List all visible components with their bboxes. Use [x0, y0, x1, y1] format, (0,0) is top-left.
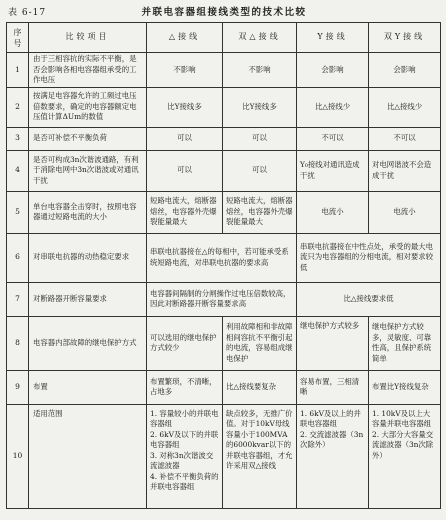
cell-wye: 会影响 [297, 53, 369, 88]
table-row [7, 282, 441, 316]
cell-wye: 电流小 [297, 191, 369, 233]
cell-row-number: 4 [7, 150, 29, 191]
cell-double-delta: 缺点较多，无推广价值。对于10kV母线容量小于100MVA的6000kvar以下的并联电容器组，才允许采用双△接线 [223, 404, 297, 508]
cell-double-delta: 比△接线要复杂 [223, 370, 297, 404]
cell-comparison-item: 单台电容器全击穿时，按照电容器通过短路电流的大小 [29, 191, 147, 233]
list-item: 2. 6kV及以下的并联电容器组 [150, 429, 219, 449]
cell-row-number: 2 [7, 87, 29, 127]
header-row [7, 23, 441, 53]
cell-double-wye: 布置比Y接线复杂 [369, 370, 441, 404]
cell-comparison-item: 对断路器开断容量要求 [29, 282, 147, 316]
cell-delta: 短路电流大，熔断器熔丝，电容器外壳爆裂能量最大 [147, 191, 223, 233]
cell-double-wye: 会影响 [369, 53, 441, 88]
cell-comparison-item: 是否可补偿不平衡负荷 [29, 127, 147, 150]
header-wye: Y接线 [297, 23, 369, 53]
table-caption [8, 4, 440, 19]
cell-wye: 比△接线少 [297, 87, 369, 127]
cell-row-number: 5 [7, 191, 29, 233]
cell-comparison-item: 适用范围 [29, 404, 147, 508]
table-row [7, 53, 441, 88]
table-row [7, 127, 441, 150]
cell-wye-group: 串联电抗器接在中性点处，承受的最大电流只为电容器组的分相电流，相对要求较低 [297, 233, 441, 282]
cell-comparison-item: 是否可构成3n次谐波通路，有利于消除电网中3n次谐波或对通讯干扰 [29, 150, 147, 191]
table-row [7, 233, 441, 282]
table-row [7, 87, 441, 127]
table-row [7, 191, 441, 233]
cell-row-number: 3 [7, 127, 29, 150]
table-number: 表 6-17 [8, 8, 47, 18]
cell-delta-group: 电容器间隔制的分闸操作过电压倍数较高，因此对断路器开断容量要求高 [147, 282, 297, 316]
cell-double-wye: 比△接线少 [369, 87, 441, 127]
cell-wye: Y₀接线对通讯造成干扰 [297, 150, 369, 191]
table-title: 并联电容器组接线类型的技术比较 [141, 7, 307, 18]
list-item: 1. 10kV及以上大容量并联电容器组 [372, 408, 432, 428]
header-item: 比较项目 [29, 23, 147, 53]
cell-comparison-item: 布置 [29, 370, 147, 404]
cell-double-wye [369, 404, 441, 508]
cell-row-number: 8 [7, 316, 29, 370]
list-item: 1. 6kV及以上的并联电容器组 [300, 408, 361, 428]
cell-delta-group: 串联电抗器接在△的每相中，若可能承受系统短路电流，对串联电抗器的要求高 [147, 233, 297, 282]
cell-double-delta: 可以 [223, 150, 297, 191]
cell-row-number: 10 [7, 404, 29, 508]
cell-row-number: 9 [7, 370, 29, 404]
cell-wye: 继电保护方式较多 [297, 316, 369, 370]
cell-double-wye: 继电保护方式较多，灵敏度、可靠性高，且保护系统简单 [369, 316, 441, 370]
cell-delta: 可以选用的继电保护方式较少 [147, 316, 223, 370]
cell-double-wye: 对电网谐波不会造成干扰 [369, 150, 441, 191]
cell-comparison-item: 对串联电抗器的动热稳定要求 [29, 233, 147, 282]
cell-double-wye: 电流小 [369, 191, 441, 233]
cell-double-wye: 不可以 [369, 127, 441, 150]
cell-delta: 可以 [147, 150, 223, 191]
list-item: 2. 交流滤波器（3n次除外） [300, 429, 364, 449]
cell-comparison-item: 电容器内部故障的继电保护方式 [29, 316, 147, 370]
cell-double-delta: 不影响 [223, 53, 297, 88]
cell-delta: 不影响 [147, 53, 223, 88]
list-item: 3. 对称3n次谐波交流滤波器 [150, 450, 214, 470]
cell-double-delta: 利用故障相和非故障相间容抗不平衡引起的电流，容易组成继电保护 [223, 316, 297, 370]
cell-row-number: 7 [7, 282, 29, 316]
cell-wye-group: 比△接线要求低 [297, 282, 441, 316]
cell-wye: 容易布置，三相清晰 [297, 370, 369, 404]
header-no: 序号 [7, 23, 29, 53]
cell-delta: 比Y接线多 [147, 87, 223, 127]
cell-delta [147, 404, 223, 508]
table-row [7, 150, 441, 191]
header-double-wye: 双Y接线 [369, 23, 441, 53]
cell-delta: 布置繁琐，不清晰，占地多 [147, 370, 223, 404]
cell-comparison-item: 按满足电容器允许的工频过电压倍数要求，确定的电容器额定电压值计算ΔUm的数值 [29, 87, 147, 127]
table-row [7, 316, 441, 370]
list-item: 1. 容量较小的并联电容器组 [150, 408, 219, 428]
header-double-delta: 双△接线 [223, 23, 297, 53]
cell-double-delta: 比Y接线多 [223, 87, 297, 127]
table-row [7, 370, 441, 404]
header-delta: △接线 [147, 23, 223, 53]
cell-row-number: 1 [7, 53, 29, 88]
comparison-table [6, 22, 441, 509]
cell-double-delta: 可以 [223, 127, 297, 150]
cell-double-delta: 短路电流大，熔断器熔丝，电容器外壳爆裂能量最大 [223, 191, 297, 233]
cell-comparison-item: 由于三相容抗的实际不平衡，是否会影响各相电容器组承受的工作电压 [29, 53, 147, 88]
list-item: 4. 补偿不平衡负荷的并联电容器组 [150, 471, 219, 491]
cell-delta: 可以 [147, 127, 223, 150]
table-row [7, 404, 441, 508]
cell-wye: 不可以 [297, 127, 369, 150]
cell-wye [297, 404, 369, 508]
list-item: 2. 大部分大容量交流滤波器（3n次除外） [372, 429, 434, 460]
cell-row-number: 6 [7, 233, 29, 282]
